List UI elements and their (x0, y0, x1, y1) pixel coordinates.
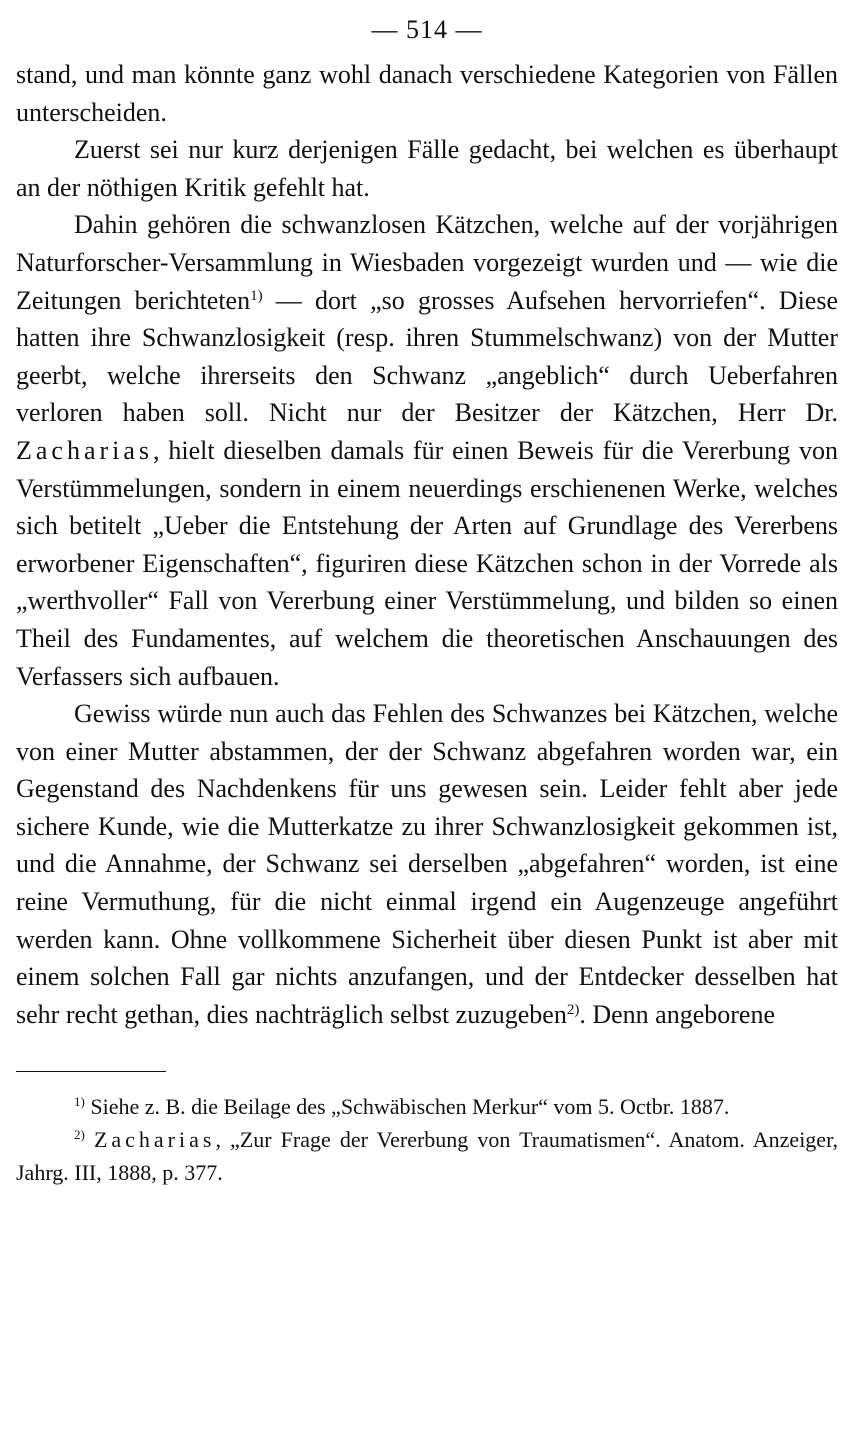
footnotes (16, 1090, 838, 1189)
footnote-divider (16, 1071, 166, 1072)
footnote-ref-1: 1) (250, 287, 263, 304)
paragraph-3-text-b: — dort „so grosses Aufsehen hervorriefen“. Diese hatten ihre Schwanzlosigkeit (resp. ihren Stummelschwanz) von der Mutter geerbt, welche ihrerseits den Schwanz „angeblich“ durch Ueberfahren verloren haben soll. Nicht nur der Besitzer der Kätzchen, Herr Dr. (16, 285, 838, 428)
footnote-1-text: Siehe z. B. die Beilage des „Schwäbischen Merkur“ vom 5. Octbr. 1887. (84, 1094, 730, 1120)
footnote-ref-2: 2) (566, 1001, 580, 1018)
footnote-2 (16, 1123, 838, 1189)
paragraph-4-text-b: . Denn angeborene (579, 999, 775, 1029)
body-text (16, 56, 838, 1033)
footnote-2-marker: 2) (74, 1127, 85, 1143)
paragraph-3 (16, 206, 838, 695)
footnote-2-author: Zacharias (93, 1127, 216, 1153)
footnote-1 (16, 1090, 838, 1123)
paragraph-3-text-c: , hielt dieselben damals für einen Beweis für die Vererbung von Verstümmelungen, sondern in einem neuerdings erschienenen Werke, welches sich betitelt „Ueber die Entstehung der Arten auf Grundlage des Vererbens erworbener Eigenschaften“, figuriren diese Kätzchen schon in der Vorrede als „werthvoller“ Fall von Vererbung einer Verstümmelung, und bilden so einen Theil des Fundamentes, auf welchem die theoretischen Anschauungen des Verfassers sich aufbauen. (16, 435, 838, 691)
paragraph-1: stand, und man könnte ganz wohl danach verschiedene Kategorien von Fällen unterscheiden. (16, 60, 838, 127)
document-page (16, 10, 838, 1189)
page-number: — 514 — (371, 15, 483, 44)
paragraph-4 (16, 695, 838, 1033)
author-name-zacharias: Zacharias (16, 435, 154, 465)
paragraph-4-text-a: Gewiss würde nun auch das Fehlen des Schwanzes bei Kätzchen, welche von einer Mutter abstammen, der der Schwanz abgefahren worden war, ein Gegenstand des Nachdenkens für uns gewesen sein. Leider fehlt aber jede sichere Kunde, wie die Mutterkatze zu ihrer Schwanzlosigkeit gekommen ist, und die Annahme, der Schwanz sei derselben „abgefahren“ worden, ist eine reine Vermuthung, für die nicht einmal irgend ein Augenzeuge angeführt werden kann. Ohne vollkommene Sicherheit über diesen Punkt ist aber mit einem solchen Fall gar nichts anzufangen, und der Entdecker desselben hat sehr recht gethan, dies nachträglich selbst zuzugeben (16, 699, 838, 1029)
paragraph-3-text-a: Dahin gehören die schwanzlosen Kätzchen, welche auf der vorjährigen Naturforscher-Versammlung in Wiesbaden vorgezeigt wurden und — wie die Zeitungen berichteten (16, 210, 838, 315)
footnote-2-text: , „Zur Frage der Vererbung von Traumatismen“. Anatom. Anzeiger, Jahrg. III, 1888, p. 377. (16, 1127, 839, 1186)
footnote-1-marker: 1) (74, 1094, 85, 1110)
paragraph-2: Zuerst sei nur kurz derjenigen Fälle gedacht, bei welchen es überhaupt an der nöthigen Kritik gefehlt hat. (16, 135, 838, 202)
